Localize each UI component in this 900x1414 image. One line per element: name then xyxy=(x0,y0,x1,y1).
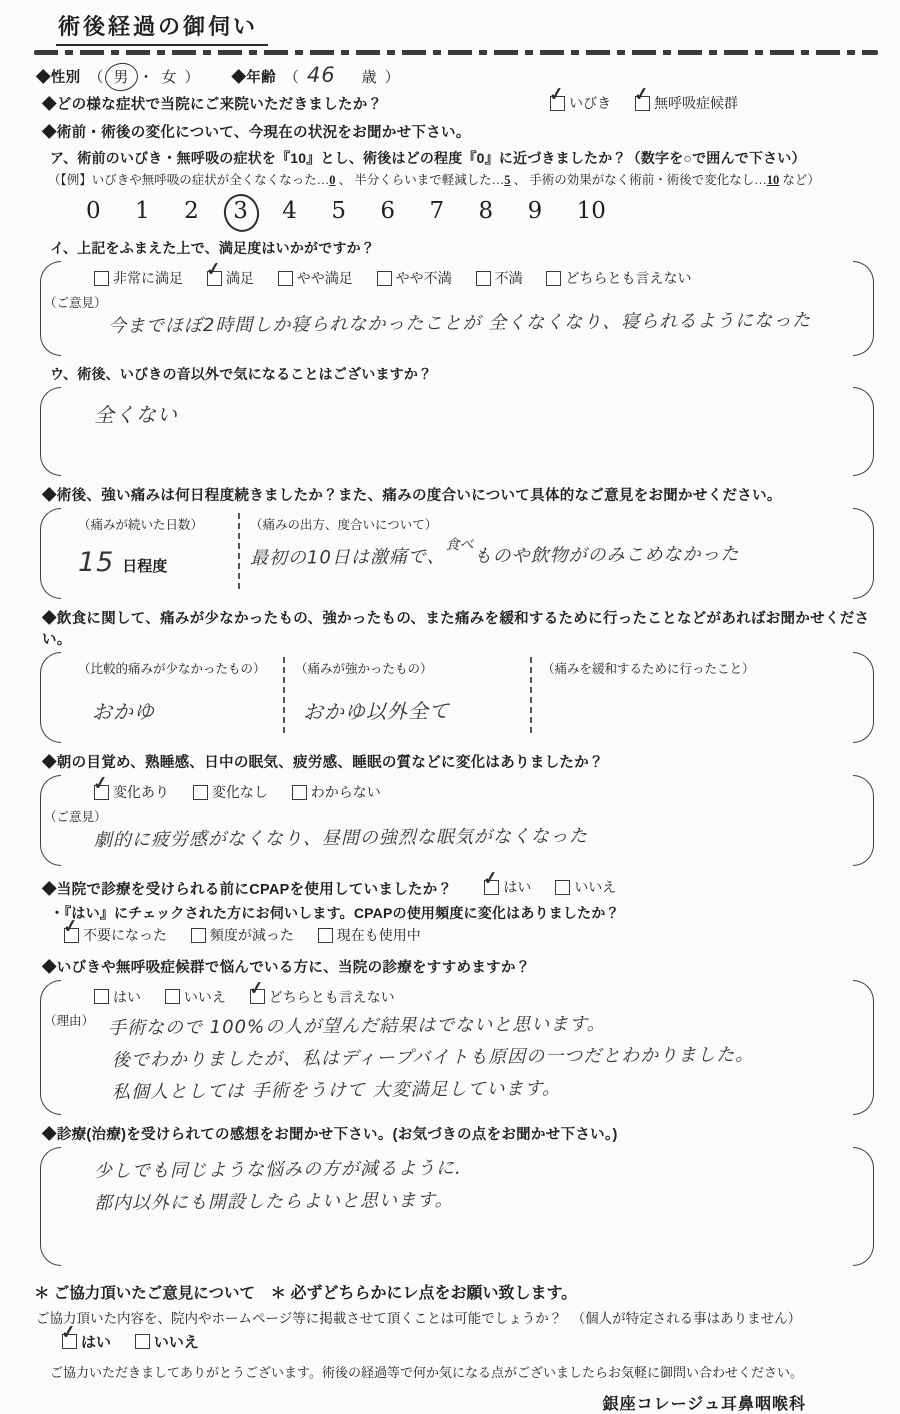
checkbox-label: 不満 xyxy=(494,270,523,286)
example-text: （【例】いびきや無呼吸の症状が全くなくなった… xyxy=(48,173,330,187)
page-title: 術後経過の御伺い xyxy=(56,8,268,46)
thanks-note: ご協力いただきましてありがとうございます。術後の経過等で何か気になる点がございましたらお気軽に御問い合わせください。 xyxy=(50,1365,803,1380)
profile-row xyxy=(36,63,878,87)
sleep-quality-comment: 劇的に疲労感がなくなり、昼間の強烈な眠気がなくなった xyxy=(93,825,589,851)
example-value-10: 10 xyxy=(766,173,780,187)
pain-detail-before: 最初の10日は激痛で、 xyxy=(249,546,446,569)
paren-open: （ xyxy=(88,69,104,86)
check-mark-icon: ✓ xyxy=(547,83,566,106)
example-text: など） xyxy=(779,173,820,187)
example-text: 、 手術の効果がなく術前・術後で変化なし… xyxy=(510,173,767,187)
cpap-followup-options xyxy=(61,915,878,946)
checkbox-label: はい xyxy=(503,879,532,896)
checkbox-still-using[interactable] xyxy=(318,925,421,945)
age-paren-close: ） xyxy=(384,69,400,86)
change-example xyxy=(48,170,878,188)
scale-0[interactable]: 0 xyxy=(86,198,101,224)
dash-dot-divider xyxy=(34,50,878,55)
checkbox-somewhat-dissatisfied[interactable] xyxy=(377,268,452,288)
checkbox-label: はい xyxy=(113,988,141,1005)
checkbox-label: いいえ xyxy=(183,988,226,1005)
eating-col-label: （比較的痛みが少なかったもの） xyxy=(78,662,266,676)
checkbox-consent-yes[interactable] xyxy=(59,1321,112,1352)
scale-9[interactable]: 9 xyxy=(527,198,543,224)
check-mark-icon: ✓ xyxy=(91,772,110,794)
checkbox-label: 非常に満足 xyxy=(113,270,183,286)
other-concerns-answer: 全くない xyxy=(93,402,179,427)
checkbox-box xyxy=(278,271,293,286)
scale-5[interactable]: 5 xyxy=(331,198,346,224)
recommend-question: ◆いびきや無呼吸症候群で悩んでいる方に、当院の診療をすすめますか？ xyxy=(42,959,531,976)
checkbox-recommend-yes[interactable] xyxy=(94,987,141,1007)
age-value[interactable]: 46 xyxy=(306,62,336,87)
scale-6[interactable]: 6 xyxy=(380,198,396,224)
recommend-reason-line: 後でわかりましたが、私はディープバイトも原因の一つだとわかりました。 xyxy=(111,1044,755,1071)
checkbox-box xyxy=(193,785,208,800)
sleep-quality-options xyxy=(91,772,844,803)
consent-question: ご協力頂いた内容を、院内やホームページ等に掲載させて頂くことは可能でしょうか？ xyxy=(36,1311,563,1326)
gender-option-female[interactable]: 女 xyxy=(161,69,177,86)
change-sub-a: ア、術前のいびき・無呼吸の症状を『10』とし、術後はどの程度『0』に近づきましたか？（数字を○で囲んで下さい） xyxy=(50,150,806,166)
checkbox-box xyxy=(555,880,570,895)
pain-days-unit: 日程度 xyxy=(122,558,168,575)
reason-label: （理由） xyxy=(44,1014,95,1028)
checkbox-label: 変化なし xyxy=(211,784,268,800)
checkbox-box xyxy=(318,928,333,943)
impressions-question: ◆診療(治療)を受けられての感想をお聞かせ下さい。(お気づきの点をお聞かせ下さい。) xyxy=(42,1127,618,1143)
checkbox-label: 不要になった xyxy=(83,927,167,943)
sleep-quality-box xyxy=(40,772,874,866)
checkbox-label: いいえ xyxy=(153,1334,199,1351)
scale-3[interactable]: 3 xyxy=(233,198,248,224)
impressions-line: 少しでも同じような悩みの方が減るように. xyxy=(93,1157,462,1182)
cpap-question: ◆当院で診療を受けられる前にCPAPを使用していましたか？ xyxy=(42,882,453,898)
checkbox-cpap-no[interactable] xyxy=(555,877,616,897)
scale-2[interactable]: 2 xyxy=(184,198,199,224)
check-mark-icon: ✓ xyxy=(632,83,651,106)
consent-heading-left: ＊ ご協力頂いたご意見について ＊ xyxy=(34,1285,286,1302)
pain-detail-after: ものや飲物がのみこめなかった xyxy=(473,543,740,568)
checkbox-label: やや満足 xyxy=(296,270,353,286)
pain-detail-column xyxy=(238,513,844,589)
check-mark-icon: ✓ xyxy=(204,258,223,280)
eating-col-value: おかゆ xyxy=(91,699,156,724)
checkbox-box xyxy=(94,271,109,286)
checkbox-consent-no[interactable] xyxy=(135,1331,199,1352)
recommend-reason-line: 私個人としては 手術をうけて 大変満足しています。 xyxy=(111,1078,562,1103)
eating-question: ◆飲食に関して、痛みが少なかったもの、強かったもの、また痛みを緩和するために行ったことなどがあればお聞かせください。 xyxy=(42,611,870,648)
checkbox-box xyxy=(135,1334,150,1349)
symptom-row xyxy=(42,83,878,114)
pain-question: ◆術後、強い痛みは何日程度続きましたか？また、痛みの度合いについて具体的なご意見をお聞かせください。 xyxy=(42,488,782,504)
age-label: ◆年齢 xyxy=(231,70,276,86)
recommend-reason-line: 手術なので 100%の人が望んだ結果はでないと思います。 xyxy=(107,1013,606,1039)
checkbox-label: 変化あり xyxy=(113,784,169,800)
checkbox-neither[interactable] xyxy=(546,268,691,288)
example-value-0: 0 xyxy=(329,173,336,187)
recommend-box xyxy=(40,976,874,1116)
satisfaction-options xyxy=(94,258,844,289)
checkbox-label: わからない xyxy=(310,784,381,800)
comment-label: （ご意見） xyxy=(44,295,107,310)
eating-col-more-pain xyxy=(283,657,530,733)
check-mark-icon: ✓ xyxy=(61,915,80,937)
scale-8[interactable]: 8 xyxy=(478,198,494,224)
checkbox-label: 現在も使用中 xyxy=(336,927,421,943)
checkbox-box xyxy=(165,989,180,1004)
change-heading: ◆術前・術後の変化について、今現在の状況をお聞かせ下さい。 xyxy=(42,125,471,141)
checkbox-satisfied[interactable] xyxy=(204,258,254,288)
eating-col-relief xyxy=(530,657,844,733)
pain-detail-text xyxy=(250,538,834,576)
example-value-5: 5 xyxy=(504,173,511,187)
checkbox-box xyxy=(191,928,206,943)
age-unit: 歳 xyxy=(361,69,377,86)
checkbox-box xyxy=(94,989,109,1004)
checkbox-label: 無呼吸症候群 xyxy=(654,95,738,112)
gender-separator: ・ xyxy=(138,69,154,86)
other-concerns-box xyxy=(40,387,874,476)
check-mark-icon: ✓ xyxy=(59,1321,78,1343)
eating-col-less-pain xyxy=(68,657,283,733)
paren-close: ） xyxy=(184,69,200,86)
eating-box xyxy=(40,652,874,743)
checkbox-changed[interactable] xyxy=(91,772,169,802)
other-concerns-question: ウ、術後、いびきの音以外で気になることはございますか？ xyxy=(50,366,433,382)
consent-options xyxy=(59,1321,878,1352)
pain-detail-label: （痛みの出方、度合いについて） xyxy=(250,518,438,532)
example-text: 、 半分くらいまで軽減した… xyxy=(335,173,505,187)
checkbox-label: やや不満 xyxy=(395,270,452,286)
scale-10[interactable]: 10 xyxy=(576,198,606,224)
checkbox-unsure[interactable] xyxy=(292,782,381,802)
checkbox-label: 頻度が減った xyxy=(209,927,294,943)
eating-col-label: （痛みが強かったもの） xyxy=(295,662,433,676)
checkbox-label: いびき xyxy=(569,95,612,112)
checkbox-recommend-neither[interactable] xyxy=(247,976,395,1007)
pain-scale xyxy=(86,198,606,224)
cpap-followup-question: ・『はい』にチェックされた方にお伺いします。CPAPの使用頻度に変化はありましたか？ xyxy=(50,905,620,921)
age-paren-open: （ xyxy=(283,69,299,86)
scale-7[interactable]: 7 xyxy=(429,198,445,224)
checkbox-box xyxy=(292,785,307,800)
page-header xyxy=(34,8,878,55)
checkbox-box xyxy=(476,271,491,286)
checkbox-box xyxy=(546,271,561,286)
consent-heading-right: 必ずどちらかにレ点をお願い致します。 xyxy=(286,1285,578,1302)
consent-note: （個人が特定される事はありません） xyxy=(571,1311,802,1326)
checkbox-no-longer-needed[interactable] xyxy=(61,915,167,945)
checkbox-dissatisfied[interactable] xyxy=(476,268,523,288)
checkbox-label: いいえ xyxy=(574,879,617,896)
checkbox-recommend-no[interactable] xyxy=(165,987,226,1007)
eating-col-label: （痛みを緩和するために行ったこと） xyxy=(542,662,755,676)
satisfaction-question: イ、上記をふまえた上で、満足度はいかがですか？ xyxy=(50,240,376,256)
gender-option-male[interactable]: 男 xyxy=(111,66,130,87)
comment-label: （ご意見） xyxy=(44,809,107,824)
consent-question-row xyxy=(36,1307,878,1327)
checkbox-very-satisfied[interactable] xyxy=(94,268,183,288)
scale-1[interactable]: 1 xyxy=(135,198,150,224)
satisfaction-comment: 今までほぼ2時間しか寝られなかったことが 全くなくなり、寝られるようになった xyxy=(107,309,812,337)
pain-days-column xyxy=(68,513,238,589)
checkbox-apnea[interactable] xyxy=(632,83,738,113)
checkbox-label: はい xyxy=(81,1334,112,1351)
pain-box xyxy=(40,508,874,599)
checkbox-label: 満足 xyxy=(225,270,254,286)
check-mark-icon: ✓ xyxy=(247,976,266,999)
sleep-quality-question: ◆朝の目覚め、熟睡感、日中の眠気、疲労感、睡眠の質などに変化はありましたか？ xyxy=(42,755,604,771)
pain-detail-insertion: 食べ xyxy=(445,537,474,554)
scale-4[interactable]: 4 xyxy=(282,198,297,224)
clinic-name: 銀座コレージュ耳鼻咽喉科 xyxy=(602,1396,806,1413)
checkbox-cpap-yes[interactable] xyxy=(482,867,532,897)
cpap-row xyxy=(42,867,878,901)
checkbox-label: どちらとも言えない xyxy=(268,988,395,1005)
pain-days-value: 15 xyxy=(78,547,115,578)
check-mark-icon: ✓ xyxy=(482,867,500,890)
checkbox-box xyxy=(377,271,392,286)
impressions-line: 都内以外にも開設したらよいと思います。 xyxy=(93,1189,454,1214)
checkbox-label: どちらとも言えない xyxy=(565,270,692,286)
symptom-options xyxy=(547,83,758,114)
satisfaction-box xyxy=(40,258,874,356)
recommend-options xyxy=(94,976,844,1008)
checkbox-no-change[interactable] xyxy=(193,782,268,802)
checkbox-snoring[interactable] xyxy=(547,83,612,113)
pain-days-label: （痛みが続いた日数） xyxy=(78,518,204,532)
impressions-box xyxy=(40,1147,874,1266)
gender-label: ◆性別 xyxy=(36,70,81,86)
checkbox-frequency-reduced[interactable] xyxy=(191,925,294,945)
symptom-question: ◆どの様な症状で当院にご来院いただきましたか？ xyxy=(42,97,383,113)
eating-col-value: おかゆ以外全て xyxy=(302,698,451,724)
cpap-options xyxy=(482,867,636,898)
checkbox-somewhat-satisfied[interactable] xyxy=(278,268,353,288)
consent-heading xyxy=(34,1280,878,1303)
